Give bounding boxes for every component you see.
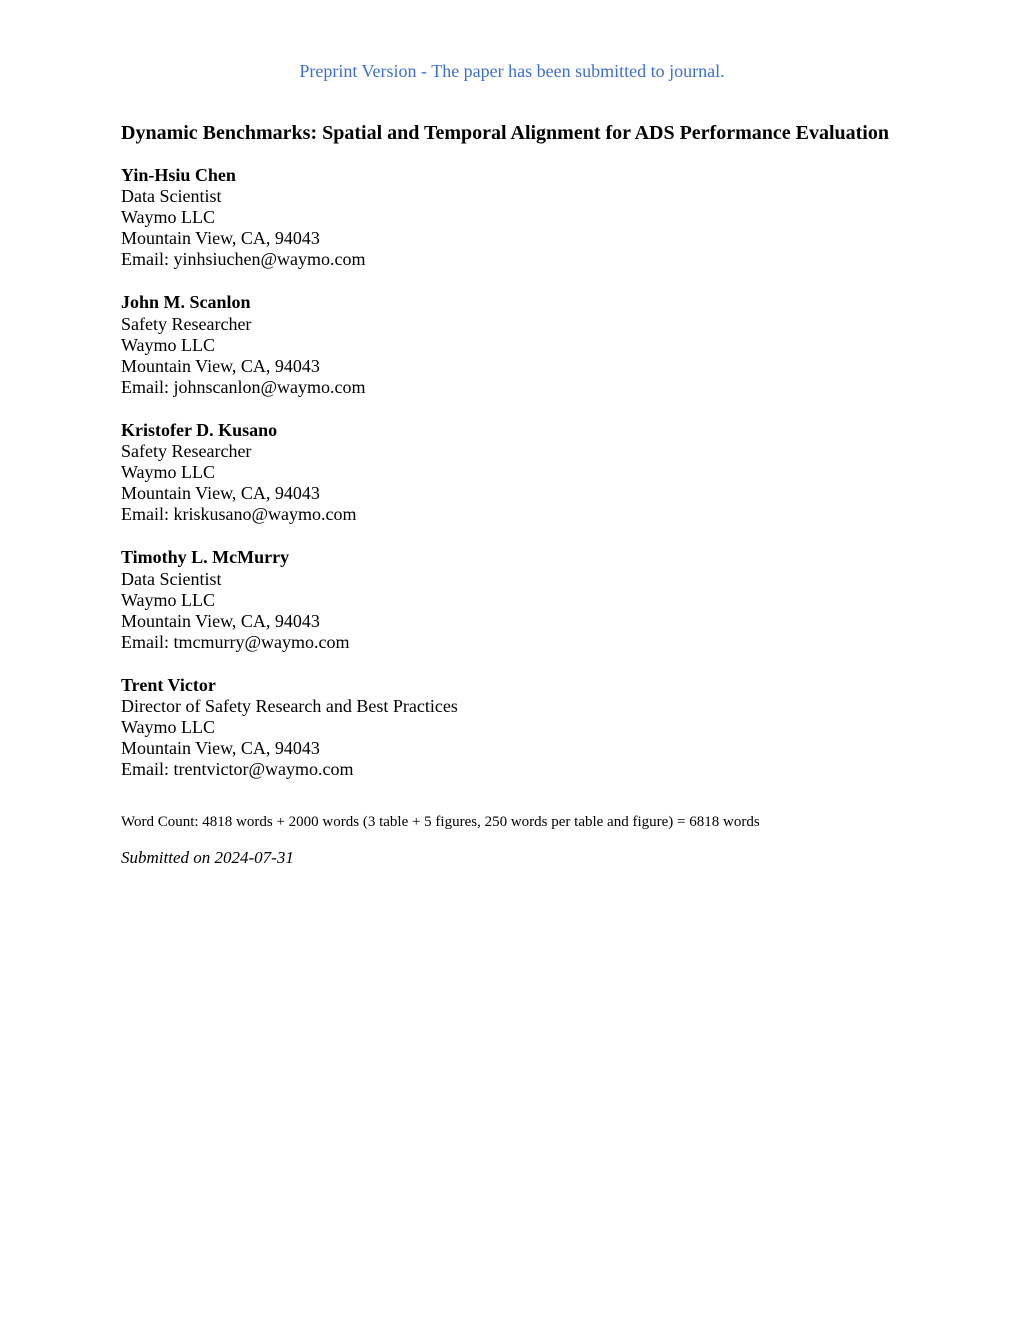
author-location: Mountain View, CA, 94043: [121, 483, 320, 504]
author-location: Mountain View, CA, 94043: [121, 738, 320, 759]
author-organization: Waymo LLC: [121, 462, 216, 483]
author-organization: Waymo LLC: [121, 207, 216, 228]
author-name: Kristofer D. Kusano: [121, 419, 278, 440]
preprint-notice: Preprint Version - The paper has been submitted to journal.: [299, 61, 725, 81]
author-role: Data Scientist: [121, 568, 222, 589]
author-block: [121, 547, 821, 652]
author-name: Yin-Hsiu Chen: [121, 165, 236, 185]
author-location: Mountain View, CA, 94043: [121, 228, 320, 249]
author-block: [121, 675, 821, 780]
paper-title: Dynamic Benchmarks: Spatial and Temporal Alignment for ADS Performance Evaluation: [121, 122, 889, 144]
author-email: Email: trentvictor@waymo.com: [121, 759, 354, 780]
author-role: Director of Safety Research and Best Practices: [121, 695, 458, 716]
word-count: Word Count: 4818 words + 2000 words (3 table + 5 figures, 250 words per table and figure) = 6818 words: [121, 814, 760, 830]
author-email: Email: tmcmurry@waymo.com: [121, 631, 350, 652]
author-name: Timothy L. McMurry: [121, 547, 290, 568]
author-email: Email: johnscanlon@waymo.com: [121, 376, 366, 397]
author-role: Data Scientist: [121, 186, 222, 207]
author-list: [121, 165, 821, 802]
author-role: Safety Researcher: [121, 313, 252, 334]
author-block: [121, 165, 821, 270]
author-organization: Waymo LLC: [121, 717, 216, 738]
author-role: Safety Researcher: [121, 441, 252, 462]
author-block: [121, 292, 821, 397]
author-block: [121, 420, 821, 525]
author-location: Mountain View, CA, 94043: [121, 355, 320, 376]
author-name: John M. Scanlon: [121, 292, 251, 313]
author-organization: Waymo LLC: [121, 589, 216, 610]
author-organization: Waymo LLC: [121, 334, 216, 355]
author-name: Trent Victor: [121, 674, 216, 695]
submission-date: Submitted on 2024-07-31: [121, 848, 294, 867]
author-email: Email: kriskusano@waymo.com: [121, 504, 357, 525]
author-email: Email: yinhsiuchen@waymo.com: [121, 249, 366, 270]
author-location: Mountain View, CA, 94043: [121, 610, 320, 631]
